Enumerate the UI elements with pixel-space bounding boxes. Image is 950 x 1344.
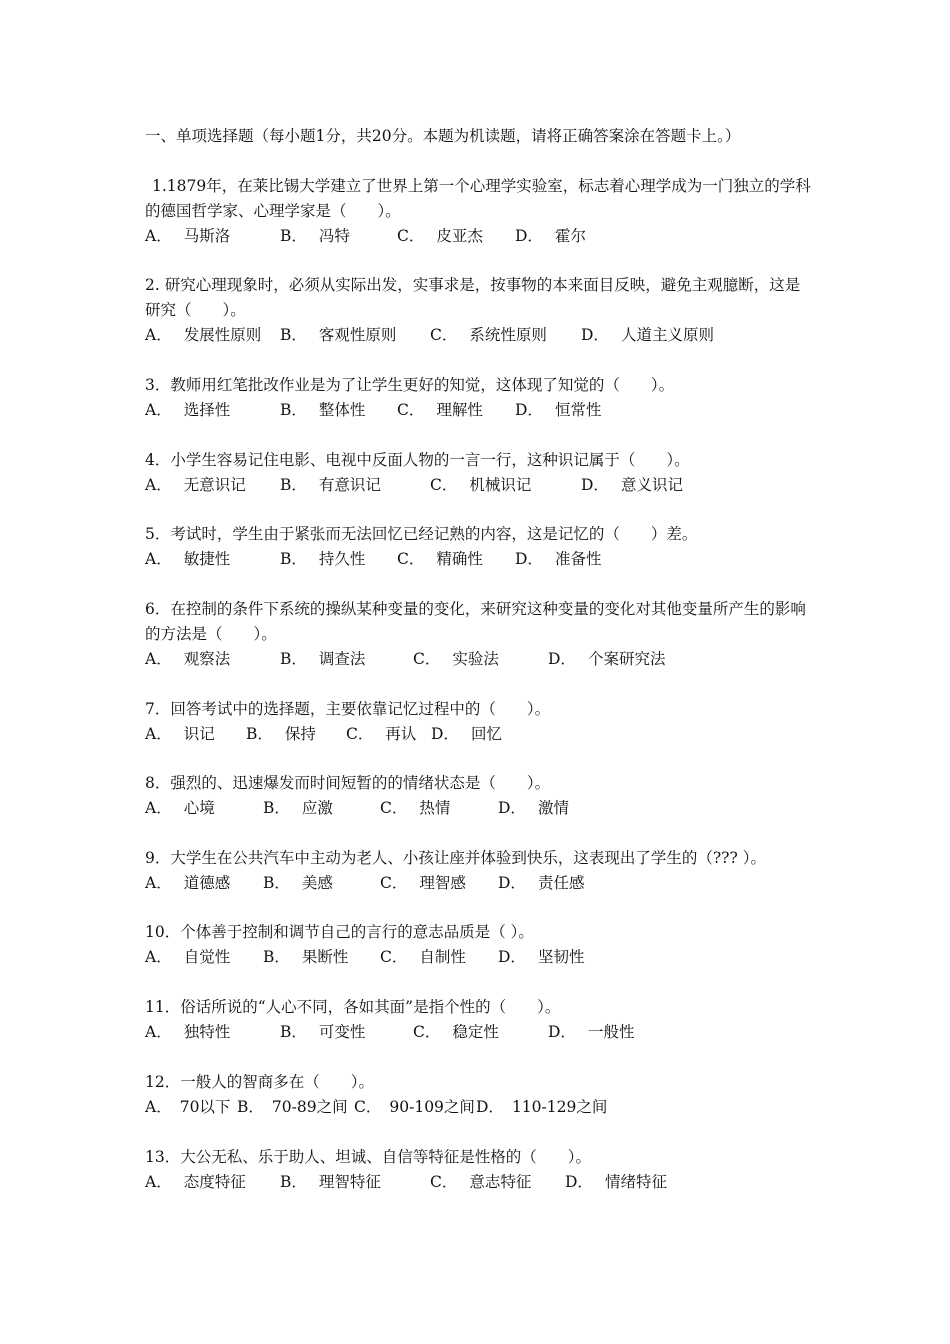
option-text: 果断性: [301, 948, 349, 966]
option-c: [413, 1020, 548, 1045]
question-text: 5．考试时，学生由于紧张而无法回忆已经记熟的内容，这是记忆的（ ）差。: [145, 525, 698, 543]
option-text: 理智特征: [318, 1173, 381, 1191]
option-letter: A．: [145, 476, 172, 494]
option-d: [498, 945, 584, 970]
option-list: [145, 1170, 813, 1195]
option-letter: A．: [145, 1098, 172, 1116]
option-c: [397, 398, 515, 423]
option-a: [145, 1170, 280, 1195]
option-list: [145, 722, 813, 747]
option-text: 精确性: [436, 550, 483, 568]
option-text: 90-109之间: [389, 1098, 475, 1116]
option-text: 敏捷性: [183, 550, 231, 568]
option-c: [380, 871, 498, 896]
question-text: 9．大学生在公共汽车中主动为老人、小孩让座并体验到快乐，这表现出了学生的（??? ）。: [145, 849, 766, 867]
option-a: [145, 224, 280, 249]
question-text: 13．大公无私、乐于助人、坦诚、自信等特征是性格的（ ）。: [145, 1148, 591, 1166]
option-text: 观察法: [183, 650, 231, 668]
option-text: 70-89之间: [271, 1098, 348, 1116]
option-letter: D．: [565, 1173, 593, 1191]
option-text: 美感: [301, 874, 333, 892]
question-text: 2. 研究心理现象时，必须从实际出发，实事求是，按事物的本来面目反映，避免主观臆断，这是研究（ ）。: [145, 276, 801, 319]
option-letter: A．: [145, 948, 172, 966]
option-list: [145, 224, 813, 249]
option-letter: A．: [145, 725, 172, 743]
option-text: 恒常性: [554, 401, 602, 419]
option-letter: B．: [280, 1023, 307, 1041]
option-text: 无意识记: [183, 476, 246, 494]
option-letter: B．: [263, 799, 290, 817]
option-a: [145, 473, 280, 498]
option-b: [280, 547, 397, 572]
option-d: [515, 224, 586, 249]
option-list: [145, 323, 813, 348]
option-b: [280, 224, 397, 249]
option-letter: A．: [145, 550, 172, 568]
option-letter: D．: [515, 227, 543, 245]
option-letter: A．: [145, 401, 172, 419]
option-text: 70以下: [179, 1098, 231, 1116]
option-b: [280, 1020, 413, 1045]
option-text: 自制性: [419, 948, 466, 966]
option-text: 回忆: [470, 725, 502, 743]
option-text: 马斯洛: [183, 227, 231, 245]
option-letter: B．: [280, 476, 307, 494]
option-c: [354, 1095, 476, 1120]
option-list: [145, 398, 813, 423]
option-text: 发展性原则: [183, 326, 262, 344]
option-letter: C．: [346, 725, 374, 743]
option-text: 情绪特征: [604, 1173, 667, 1191]
option-b: [280, 647, 413, 672]
option-c: [397, 224, 515, 249]
option-list: [145, 547, 813, 572]
option-text: 人道主义原则: [620, 326, 714, 344]
option-text: 意义识记: [620, 476, 683, 494]
option-b: [263, 945, 380, 970]
option-b: [237, 1095, 354, 1120]
option-text: 自觉性: [183, 948, 231, 966]
option-d: [431, 722, 502, 747]
option-letter: B．: [280, 550, 307, 568]
option-text: 个案研究法: [587, 650, 666, 668]
option-c: [380, 796, 498, 821]
option-letter: C．: [380, 874, 408, 892]
option-letter: B．: [246, 725, 273, 743]
option-list: [145, 945, 813, 970]
option-text: 再认: [385, 725, 417, 743]
option-letter: A．: [145, 1173, 172, 1191]
option-a: [145, 871, 263, 896]
option-d: [565, 1170, 667, 1195]
option-b: [246, 722, 346, 747]
option-b: [280, 323, 430, 348]
option-letter: D．: [515, 401, 543, 419]
option-c: [430, 473, 581, 498]
option-a: [145, 323, 280, 348]
option-letter: D．: [515, 550, 543, 568]
option-letter: D．: [498, 948, 526, 966]
option-letter: A．: [145, 326, 172, 344]
option-letter: D．: [498, 799, 526, 817]
option-text: 道德感: [183, 874, 231, 892]
option-c: [430, 1170, 565, 1195]
option-a: [145, 547, 280, 572]
option-text: 机械识记: [469, 476, 532, 494]
question-7: [145, 697, 813, 747]
option-d: [515, 547, 601, 572]
option-letter: B．: [280, 1173, 307, 1191]
option-text: 皮亚杰: [436, 227, 483, 245]
option-d: [548, 647, 665, 672]
option-text: 坚韧性: [537, 948, 585, 966]
option-letter: D．: [548, 650, 576, 668]
question-4: [145, 448, 813, 498]
option-text: 调查法: [318, 650, 366, 668]
option-text: 选择性: [183, 401, 231, 419]
option-letter: D．: [431, 725, 459, 743]
option-letter: C．: [430, 476, 458, 494]
option-text: 独特性: [183, 1023, 231, 1041]
question-10: [145, 920, 813, 970]
option-list: [145, 647, 813, 672]
question-12: [145, 1070, 813, 1120]
option-text: 整体性: [318, 401, 366, 419]
option-c: [397, 547, 515, 572]
option-text: 心境: [183, 799, 215, 817]
option-list: [145, 473, 813, 498]
option-letter: B．: [237, 1098, 264, 1116]
option-d: [498, 796, 569, 821]
option-text: 应激: [301, 799, 333, 817]
option-d: [581, 323, 714, 348]
option-text: 激情: [537, 799, 569, 817]
option-letter: C．: [413, 1023, 441, 1041]
option-b: [280, 473, 430, 498]
question-8: [145, 771, 813, 821]
option-a: [145, 647, 280, 672]
option-list: [145, 1020, 813, 1045]
option-list: [145, 871, 813, 896]
option-text: 有意识记: [318, 476, 381, 494]
question-text: 6．在控制的条件下系统的操纵某种变量的变化，来研究这种变量的变化对其他变量所产生的影响的方法是（ ）。: [145, 600, 806, 643]
option-b: [263, 871, 380, 896]
question-13: [145, 1145, 813, 1195]
option-c: [430, 323, 581, 348]
option-list: [145, 1095, 813, 1120]
option-text: 一般性: [587, 1023, 635, 1041]
question-6: [145, 597, 813, 672]
option-letter: B．: [280, 326, 307, 344]
option-text: 责任感: [537, 874, 585, 892]
option-b: [280, 398, 397, 423]
option-text: 可变性: [318, 1023, 366, 1041]
option-a: [145, 398, 280, 423]
option-letter: D．: [581, 326, 609, 344]
option-a: [145, 722, 246, 747]
option-letter: C．: [413, 650, 441, 668]
option-text: 110-129之间: [511, 1098, 608, 1116]
option-letter: C．: [380, 948, 408, 966]
option-list: [145, 796, 813, 821]
option-text: 识记: [183, 725, 215, 743]
section-title: 一、单项选择题（每小题1分，共20分。本题为机读题，请将正确答案涂在答题卡上。）: [145, 127, 741, 145]
option-letter: C．: [380, 799, 408, 817]
option-d: [498, 871, 584, 896]
option-letter: D．: [581, 476, 609, 494]
option-c: [380, 945, 498, 970]
option-letter: A．: [145, 227, 172, 245]
option-letter: C．: [397, 550, 425, 568]
option-b: [263, 796, 380, 821]
option-text: 意志特征: [469, 1173, 532, 1191]
question-text: 10．个体善于控制和调节自己的言行的意志品质是（ ）。: [145, 923, 534, 941]
question-text: 1.1879年，在莱比锡大学建立了世界上第一个心理学实验室，标志着心理学成为一门独立的学科的德国哲学家、心理学家是（ ）。: [145, 177, 811, 220]
option-a: [145, 796, 263, 821]
question-text: 12．一般人的智商多在（ ）。: [145, 1073, 374, 1091]
question-text: 3．教师用红笔批改作业是为了让学生更好的知觉，这体现了知觉的（ ）。: [145, 376, 675, 394]
option-c: [346, 722, 431, 747]
option-text: 热情: [419, 799, 451, 817]
option-letter: A．: [145, 1023, 172, 1041]
option-text: 实验法: [452, 650, 499, 668]
question-2: [145, 273, 813, 348]
option-letter: D．: [548, 1023, 576, 1041]
option-letter: D．: [476, 1098, 504, 1116]
question-1: [145, 174, 813, 249]
option-letter: C．: [397, 227, 425, 245]
question-9: [145, 846, 813, 896]
question-text: 11．俗话所说的“人心不同，各如其面”是指个性的（ ）。: [145, 998, 561, 1016]
option-letter: B．: [280, 650, 307, 668]
option-letter: B．: [263, 874, 290, 892]
question-text: 7．回答考试中的选择题，主要依靠记忆过程中的（ ）。: [145, 700, 551, 718]
option-d: [581, 473, 683, 498]
option-d: [515, 398, 601, 423]
option-letter: A．: [145, 799, 172, 817]
option-letter: D．: [498, 874, 526, 892]
option-text: 理智感: [419, 874, 466, 892]
option-c: [413, 647, 548, 672]
option-text: 冯特: [318, 227, 350, 245]
option-a: [145, 1020, 280, 1045]
option-d: [548, 1020, 634, 1045]
option-text: 准备性: [554, 550, 602, 568]
question-5: [145, 522, 813, 572]
option-letter: C．: [430, 326, 458, 344]
option-letter: B．: [280, 401, 307, 419]
option-text: 理解性: [436, 401, 483, 419]
option-b: [280, 1170, 430, 1195]
option-a: [145, 1095, 237, 1120]
question-11: [145, 995, 813, 1045]
question-text: 4．小学生容易记住电影、电视中反面人物的一言一行，这种识记属于（ ）。: [145, 451, 690, 469]
option-letter: C．: [354, 1098, 382, 1116]
option-d: [476, 1095, 607, 1120]
option-letter: C．: [397, 401, 425, 419]
option-text: 持久性: [318, 550, 366, 568]
question-3: [145, 373, 813, 423]
option-text: 态度特征: [183, 1173, 246, 1191]
option-letter: B．: [263, 948, 290, 966]
option-a: [145, 945, 263, 970]
option-text: 系统性原则: [469, 326, 547, 344]
option-text: 保持: [284, 725, 316, 743]
option-letter: C．: [430, 1173, 458, 1191]
option-letter: A．: [145, 874, 172, 892]
option-letter: A．: [145, 650, 172, 668]
option-text: 客观性原则: [318, 326, 397, 344]
option-text: 稳定性: [452, 1023, 499, 1041]
option-letter: B．: [280, 227, 307, 245]
option-text: 霍尔: [554, 227, 586, 245]
question-text: 8．强烈的、迅速爆发而时间短暂的的情绪状态是（ ）。: [145, 774, 551, 792]
